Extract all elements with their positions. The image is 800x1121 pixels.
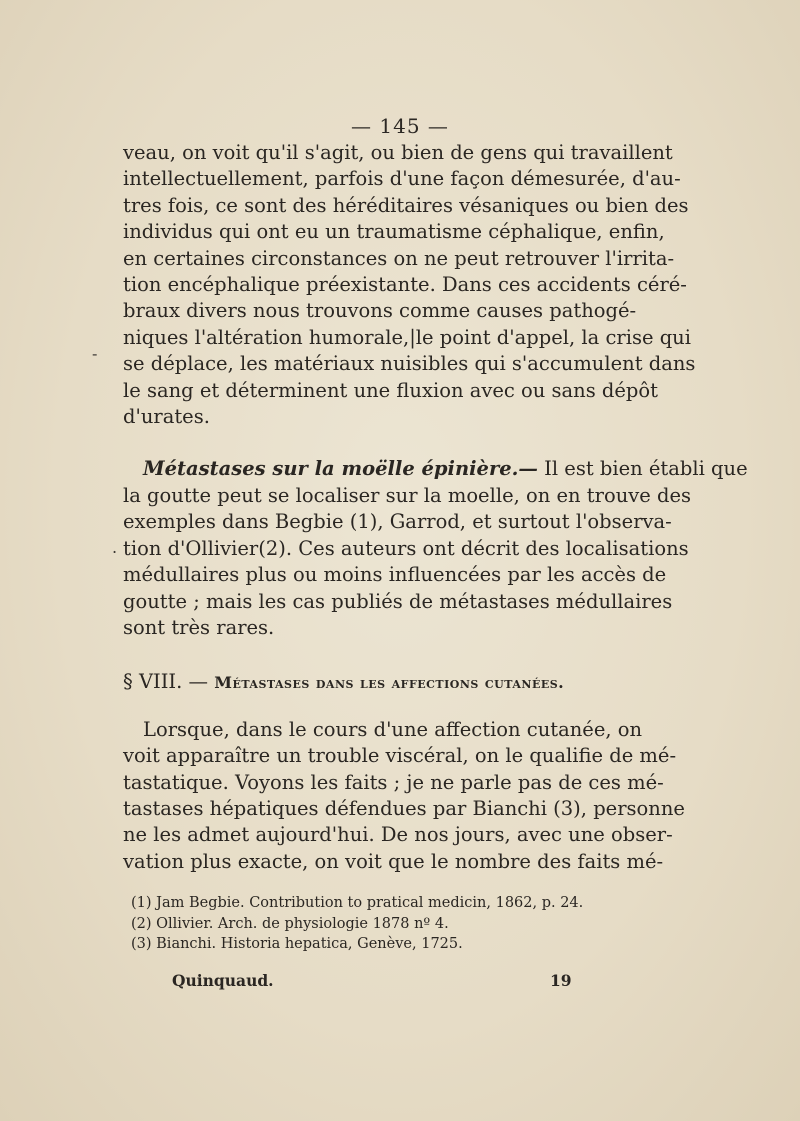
text-line: braux divers nous trouvons comme causes pathogé- (123, 299, 637, 323)
text-line: goutte ; mais les cas publiés de métastases médullaires (123, 589, 673, 613)
text-line: tion encéphalique préexistante. Dans ces accidents céré- (123, 273, 687, 297)
text-line: ne les admet aujourd'hui. De nos jours, avec une obser- (123, 823, 673, 847)
text-line: intellectuellement, parfois d'une façon démesurée, d'au- (123, 167, 681, 191)
page-number: — 145 — (351, 114, 449, 138)
text-line: tion d'Ollivier(2). Ces auteurs ont décrit des localisations (123, 536, 689, 560)
text-line: en certaines circonstances on ne peut retrouver l'irrita- (123, 246, 675, 270)
footnote: (3) Bianchi. Historia hepatica, Genève, 1725. (131, 936, 463, 952)
paragraph-gout-causes (123, 140, 696, 430)
text-line: vation plus exacte, on voit que le nombre des faits mé- (123, 849, 664, 873)
text-line: exemples dans Begbie (1), Garrod, et surtout l'observa- (123, 510, 672, 534)
text-line: veau, on voit qu'il s'agit, ou bien de gens qui travaillent (123, 141, 673, 164)
text-line: niques l'altération humorale,|le point d'appel, la crise qui (123, 325, 691, 349)
paragraph-cutaneous (123, 717, 685, 875)
section-heading (123, 669, 615, 696)
paragraph-spacer (123, 430, 615, 456)
section-heading-prefix: § VIII. — (123, 670, 215, 694)
footnote: (1) Jam Begbie. Contribution to pratical medicin, 1862, p. 24. (131, 895, 584, 911)
paragraph-spacer (123, 641, 615, 669)
printer-signature-author: Quinquaud. (172, 971, 274, 990)
text-line: se déplace, les matériaux nuisibles qui s'accumulent dans (123, 352, 696, 376)
section-heading-title: Métastases dans les affections cutanées. (214, 673, 565, 693)
text-run: Il est bien établi que (537, 457, 748, 481)
text-line: voit apparaître un trouble viscéral, on le qualifie de mé- (123, 744, 677, 768)
footnotes (131, 893, 601, 955)
text-line: Lorsque, dans le cours d'une affection cutanée, on (143, 717, 643, 741)
text-line: médullaires plus ou moins influencées par les accès de (123, 563, 667, 587)
margin-mark: - (92, 344, 98, 363)
text-line: tres fois, ce sont des héréditaires vésaniques ou bien des (123, 193, 689, 217)
text-line (123, 456, 748, 482)
subsection-title: Métastases sur la moëlle épinière.— (143, 457, 538, 481)
text-line: individus qui ont eu un traumatisme céphalique, enfin, (123, 220, 665, 244)
footnote: (2) Ollivier. Arch. de physiologie 1878 nº 4. (131, 915, 449, 932)
text-line: la goutte peut se localiser sur la moelle, on en trouve des (123, 483, 692, 507)
text-line: tastatique. Voyons les faits ; je ne parle pas de ces mé- (123, 770, 664, 794)
text-line: sont très rares. (123, 615, 275, 639)
printer-signature-number: 19 (550, 971, 572, 990)
margin-mark: . (112, 538, 118, 557)
paragraph-spacer (123, 697, 615, 717)
text-line: le sang et déterminent une fluxion avec ou sans dépôt (123, 378, 658, 402)
text-line: tastases hépatiques défendues par Bianchi (3), personne (123, 796, 685, 820)
text-line: d'urates. (123, 405, 210, 429)
body-text (123, 140, 748, 875)
paragraph-spinal-metastases (123, 456, 748, 641)
